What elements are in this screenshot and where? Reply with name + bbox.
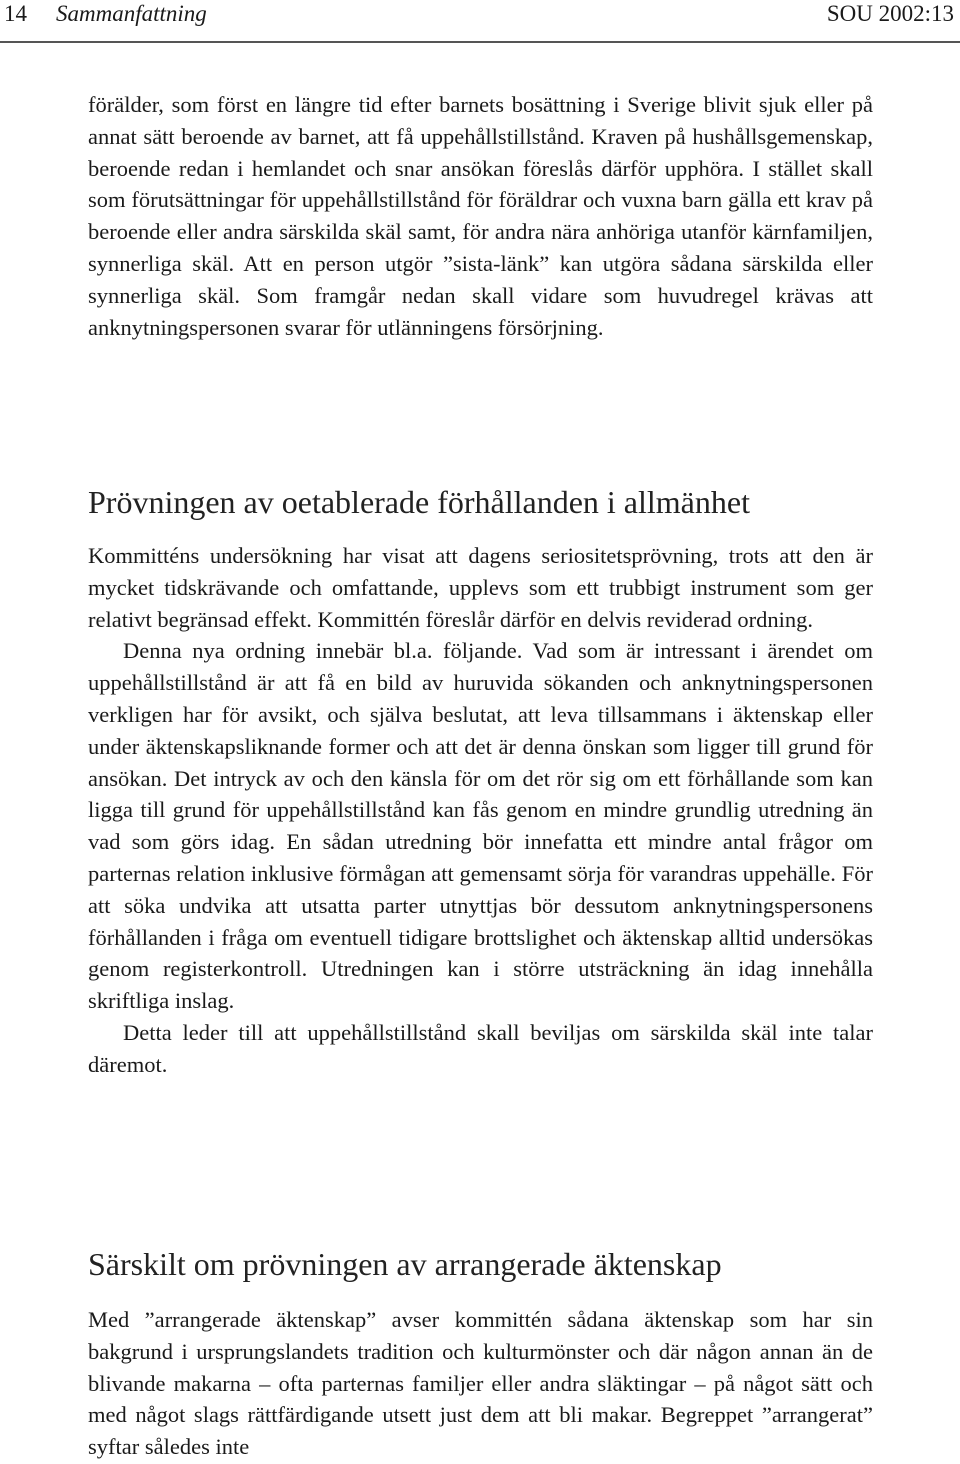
body-paragraph: Denna nya ordning innebär bl.a. följande. Vad som är intressant i ärendet om uppehållstillstånd är att få en bild av huruvida sökanden och anknytningspersonen verkligen har för avsikt, och själva beslutat, att leva tillsammans i äktenskap eller under äktenskapsliknande former och att det är denna önskan som ligger till grund för ansökan. Det intryck av och den känsla för om det rör sig om ett förhållande som kan ligga till grund för uppehållstillstånd kan fås genom en mindre grundlig utredning än vad som görs idag. En sådan utredning bör innefatta ett mindre antal frågor om parternas relation inklusive förmågan att gemensamt sörja för varandras uppehälle. För att söka undvika att utsatta parter utnyttjas bör dessutom anknytningspersonens förhållanden i fråga om eventuell tidigare brottslighet och äktenskap alltid undersökas genom registerkontroll. Utredningen kan i större utsträckning än idag innehålla skriftliga inslag. (88, 638, 873, 1014)
body-paragraph: Kommitténs undersökning har visat att dagens seriositetsprövning, trots att den är mycket tidskrävande och omfattande, upplevs som ett trubbigt instrument som ger relativt begränsad effekt. Kommittén föreslår därför en delvis reviderad ordning. (88, 543, 873, 632)
report-identifier: SOU 2002:13 (826, 1, 954, 26)
body-paragraph: Detta leder till att uppehållstillstånd skall beviljas om särskilda skäl inte talar däremot. (88, 1019, 873, 1077)
section-general-review (88, 483, 873, 521)
section-general-review-body (88, 540, 873, 1081)
section-arranged-marriages (88, 1245, 873, 1283)
continuation-block (88, 89, 873, 343)
continuation-paragraph: förälder, som först en längre tid efter barnets bosättning i Sverige blivit sjuk eller på annat sätt beroende av barnet, att få uppehållstillstånd. Kraven på hushållsgemenskap, beroende redan i hemlandet och snar ansökan föreslås därför upphöra. I stället skall som förutsättningar för uppehållstillstånd för föräldrar och vuxna barn gälla ett krav på beroende eller andra särskilda skäl samt, för andra nära anhöriga utanför kärnfamiljen, synnerliga skäl. Att en person utgör ”sista-länk” kan utgöra sådana särskilda eller synnerliga skäl. Som framgår nedan skall vidare som huvudregel krävas att anknytningspersonen svarar för utlänningens försörjning. (88, 92, 873, 340)
running-header (4, 0, 954, 30)
page-number: 14 (4, 1, 27, 26)
body-paragraph: Med ”arrangerade äktenskap” avser kommittén sådana äktenskap som har sin bakgrund i ursprungslandets tradition och kulturmönster och där någon annan än de blivande makarna – ofta parternas familjer eller andra släktingar – på något sätt och med något slags rättfärdigande utsett just dem att bli makar. Begreppet ”arrangerat” syftar således inte (88, 1307, 873, 1460)
section-heading: Särskilt om prövningen av arrangerade äktenskap (88, 1246, 722, 1282)
running-section-title: Sammanfattning (56, 1, 207, 26)
header-divider (0, 41, 960, 43)
section-heading: Prövningen av oetablerade förhållanden i allmänhet (88, 484, 750, 520)
section-arranged-marriages-body (88, 1304, 873, 1463)
